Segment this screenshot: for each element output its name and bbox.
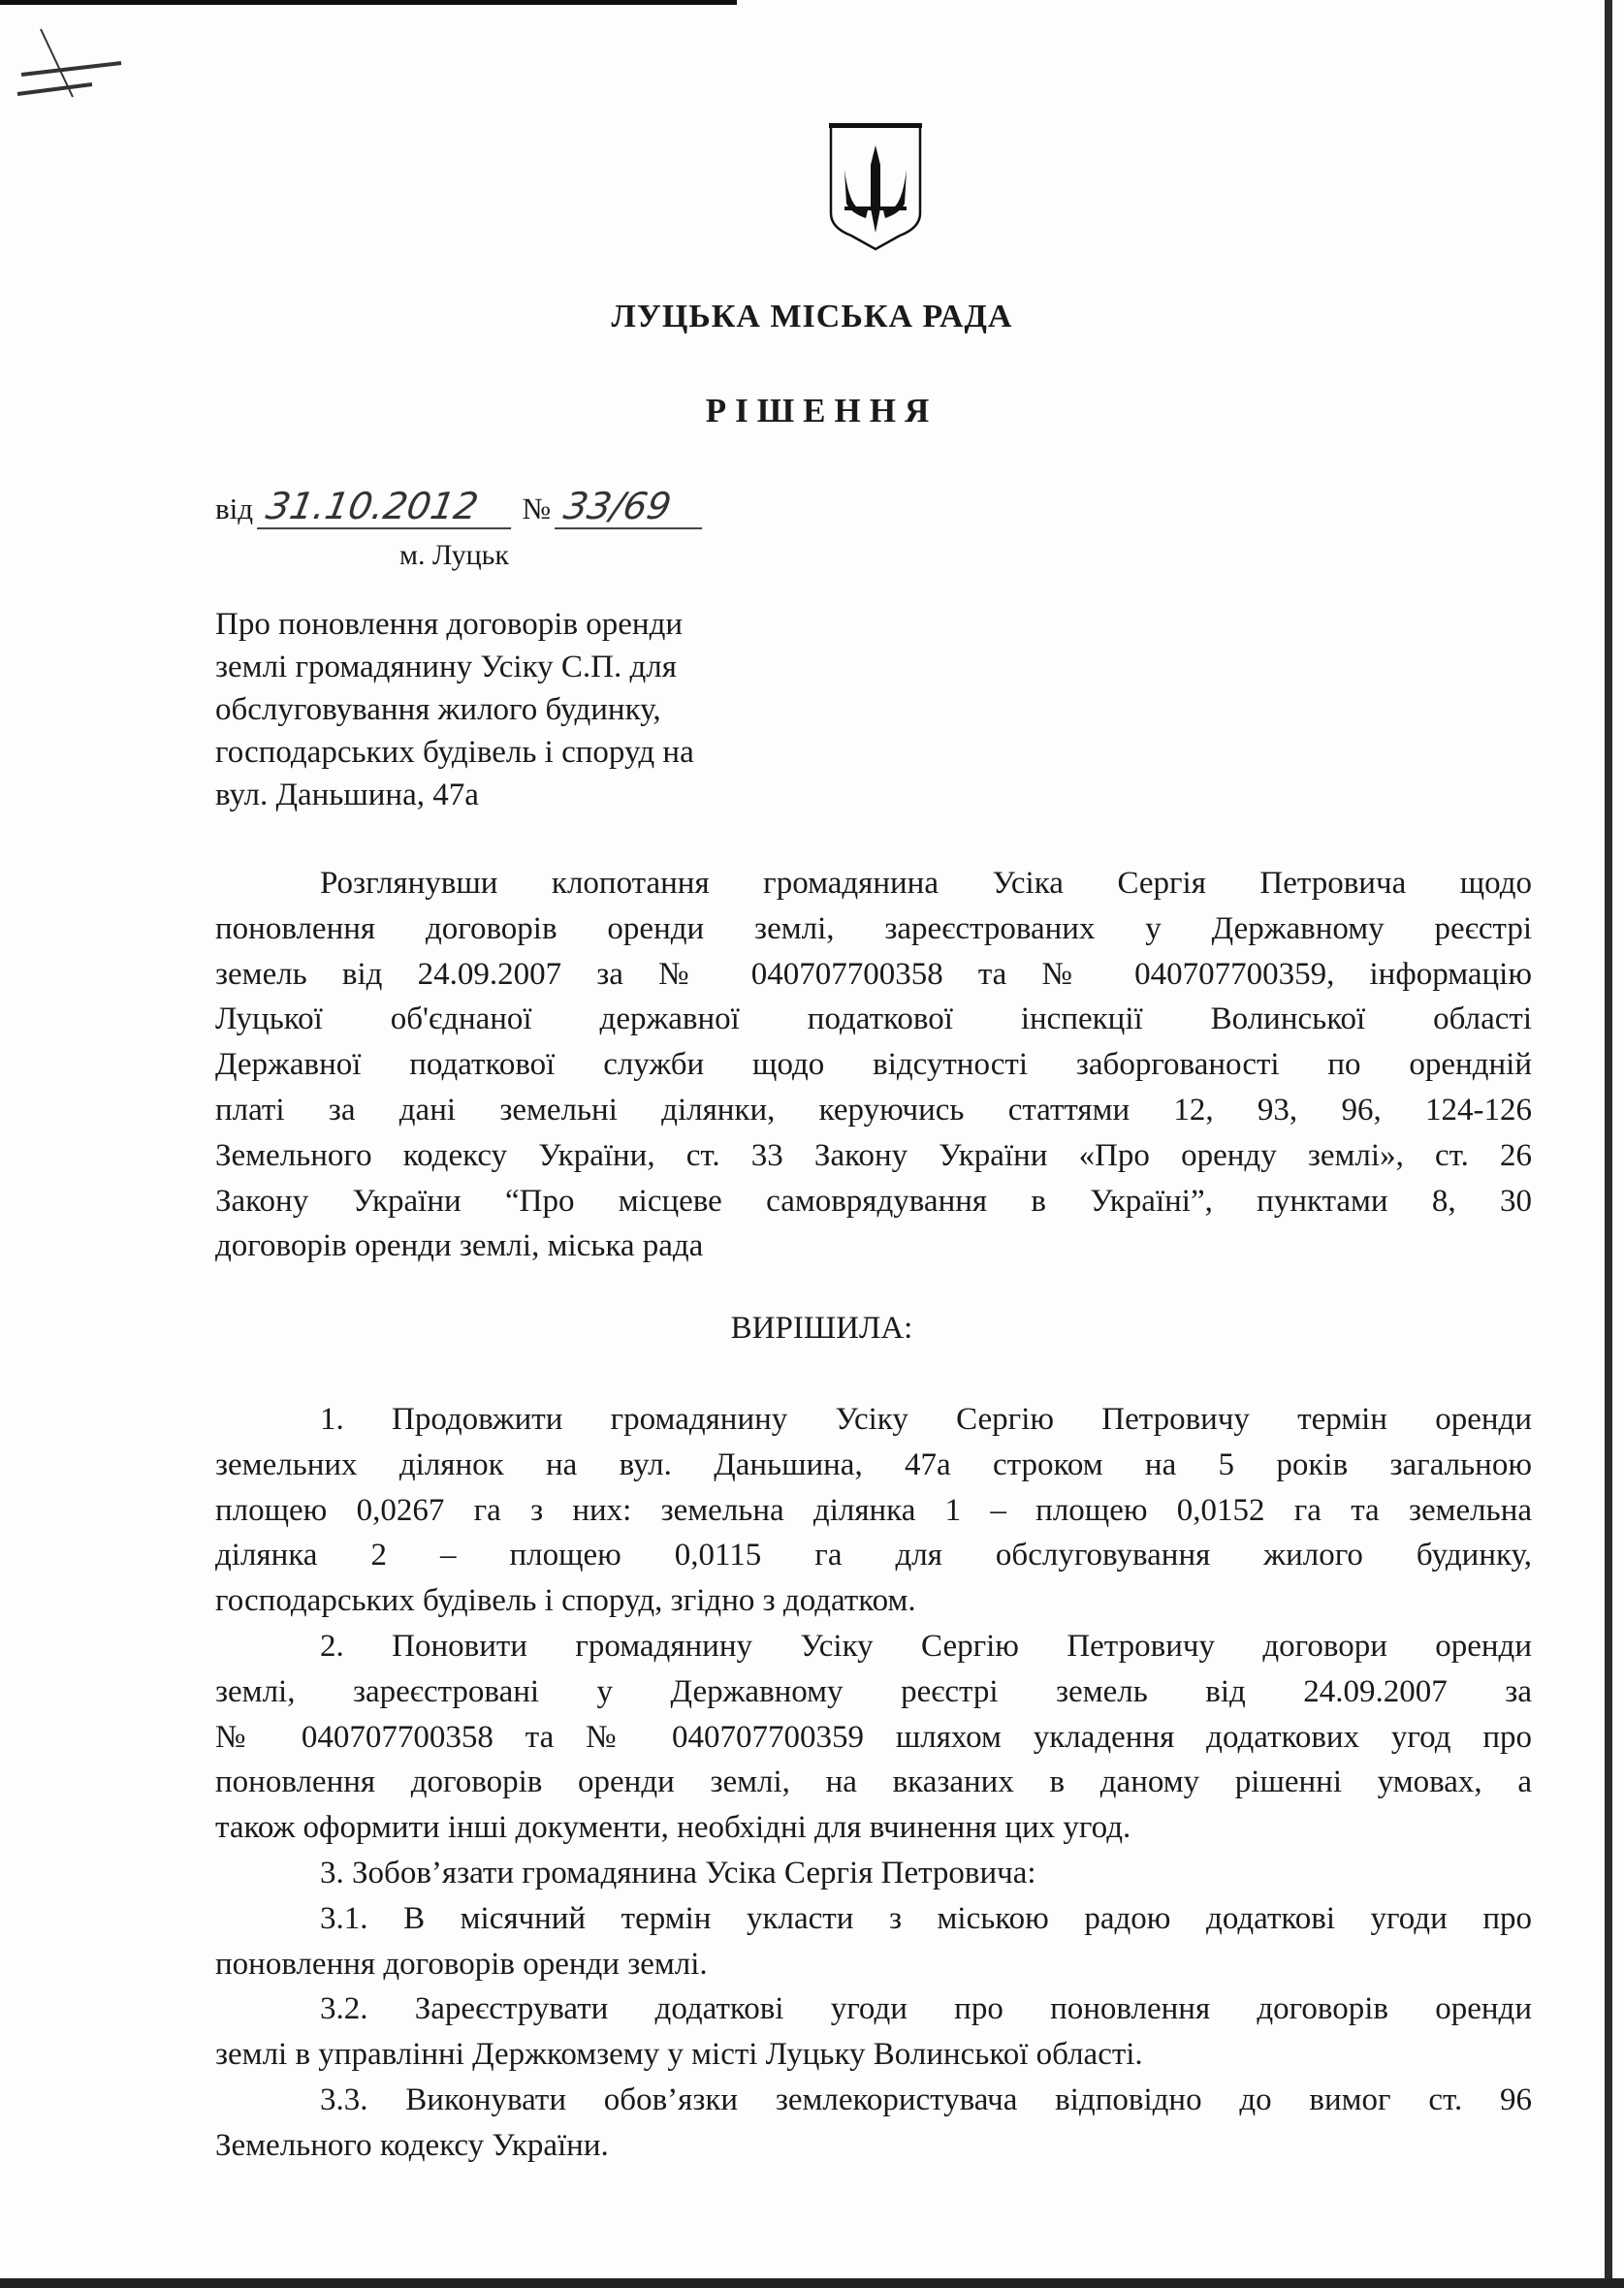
title-line: землі громадянину Усіку С.П. для [215, 650, 677, 684]
trident-emblem-icon [827, 121, 924, 252]
resolution-item-line: № 040707700358 та № 040707700359 шляхом укладення додаткових угод про [215, 1719, 1532, 1755]
preamble-line: платі за дані земельні ділянки, керуючись статтями 12, 93, 96, 124-126 [215, 1092, 1532, 1128]
council-name: ЛУЦЬКА МІСЬКА РАДА [611, 299, 1013, 334]
from-label: від [215, 492, 254, 525]
title-line: Про поновлення договорів оренди [215, 607, 684, 642]
title-line: обслуговування жилого будинку, [215, 692, 661, 727]
preamble-line: Розглянувши клопотання громадянина Усіка Сергія Петровича щодо [320, 866, 1532, 901]
title-line: вул. Даньшина, 47а [215, 778, 479, 812]
preamble-line: поновлення договорів оренди землі, зареєстрованих у Державному реєстрі [215, 910, 1532, 946]
decision-date-line [215, 485, 706, 529]
resolution-item-line: площею 0,0267 га з них: земельна ділянка 1 – площею 0,0152 га та земельна [215, 1492, 1532, 1528]
preamble-paragraph [215, 861, 1532, 1269]
scan-edge-top [0, 0, 737, 5]
resolution-item-line: 3.3. Виконувати обов’язки землекористувача відповідно до вимог ст. 96 [320, 2081, 1532, 2117]
resolution-item-line: господарських будівель і споруд, згідно з додатком. [215, 1583, 916, 1619]
preamble-line: Державної податкової служби щодо відсутності заборгованості по орендній [215, 1047, 1532, 1083]
preamble-line: Земельного кодексу України, ст. 33 Закону України «Про оренду землі», ст. 26 [215, 1137, 1532, 1173]
document-type-heading: РІШЕННЯ [705, 392, 939, 429]
resolution-item-line: також оформити інші документи, необхідні для вчинення цих угод. [215, 1810, 1131, 1846]
resolution-item-line: 3.1. В місячний термін укласти з міською радою додаткові угоди про [320, 1900, 1532, 1936]
preamble-line: Закону України “Про місцеве самоврядування в Україні”, пунктами 8, 30 [215, 1183, 1532, 1219]
number-label: № [522, 492, 552, 525]
resolution-item-line: землі в управлінні Держкомзему у місті Луцьку Волинської області. [215, 2037, 1143, 2073]
title-line: господарських будівель і споруд на [215, 735, 694, 770]
decision-number: 33/69 [555, 485, 710, 529]
resolution-item-line: 3. Зобов’язати громадянина Усіка Сергія Петровича: [320, 1855, 1036, 1891]
resolution-item-line: земельних ділянок на вул. Даньшина, 47а строком на 5 років загальною [215, 1446, 1532, 1482]
resolution-item-line: поновлення договорів оренди землі, на вказаних в даному рішенні умовах, а [215, 1764, 1532, 1800]
handwritten-mark-icon [10, 24, 126, 102]
scan-edge-bottom [0, 2278, 1624, 2288]
resolution-item-line: 3.2. Зареєструвати додаткові угоди про поновлення договорів оренди [320, 1991, 1532, 2027]
resolution-item-line: поновлення договорів оренди землі. [215, 1946, 708, 1982]
preamble-line: земель від 24.09.2007 за № 040707700358 та № 040707700359, інформацію [215, 956, 1532, 992]
city: м. Луцьк [399, 539, 509, 571]
scan-edge-right [1605, 0, 1612, 2288]
decision-date: 31.10.2012 [257, 485, 519, 529]
resolved-heading: ВИРІШИЛА: [730, 1311, 913, 1346]
resolution-item-line: ділянка 2 – площею 0,0115 га для обслуговування жилого будинку, [215, 1538, 1532, 1573]
resolution-items [215, 1397, 1532, 2169]
preamble-line: Луцької об'єднаної державної податкової інспекції Волинської області [215, 1001, 1532, 1037]
resolution-item-line: 1. Продовжити громадянину Усіку Сергію Петровичу термін оренди [320, 1402, 1532, 1437]
resolution-item-line: 2. Поновити громадянину Усіку Сергію Петровичу договори оренди [320, 1628, 1532, 1664]
preamble-line: договорів оренди землі, міська рада [215, 1228, 704, 1264]
resolution-item-line: землі, зареєстровані у Державному реєстрі земель від 24.09.2007 за [215, 1673, 1532, 1709]
decision-title [215, 603, 694, 816]
resolution-item-line: Земельного кодексу України. [215, 2127, 609, 2163]
